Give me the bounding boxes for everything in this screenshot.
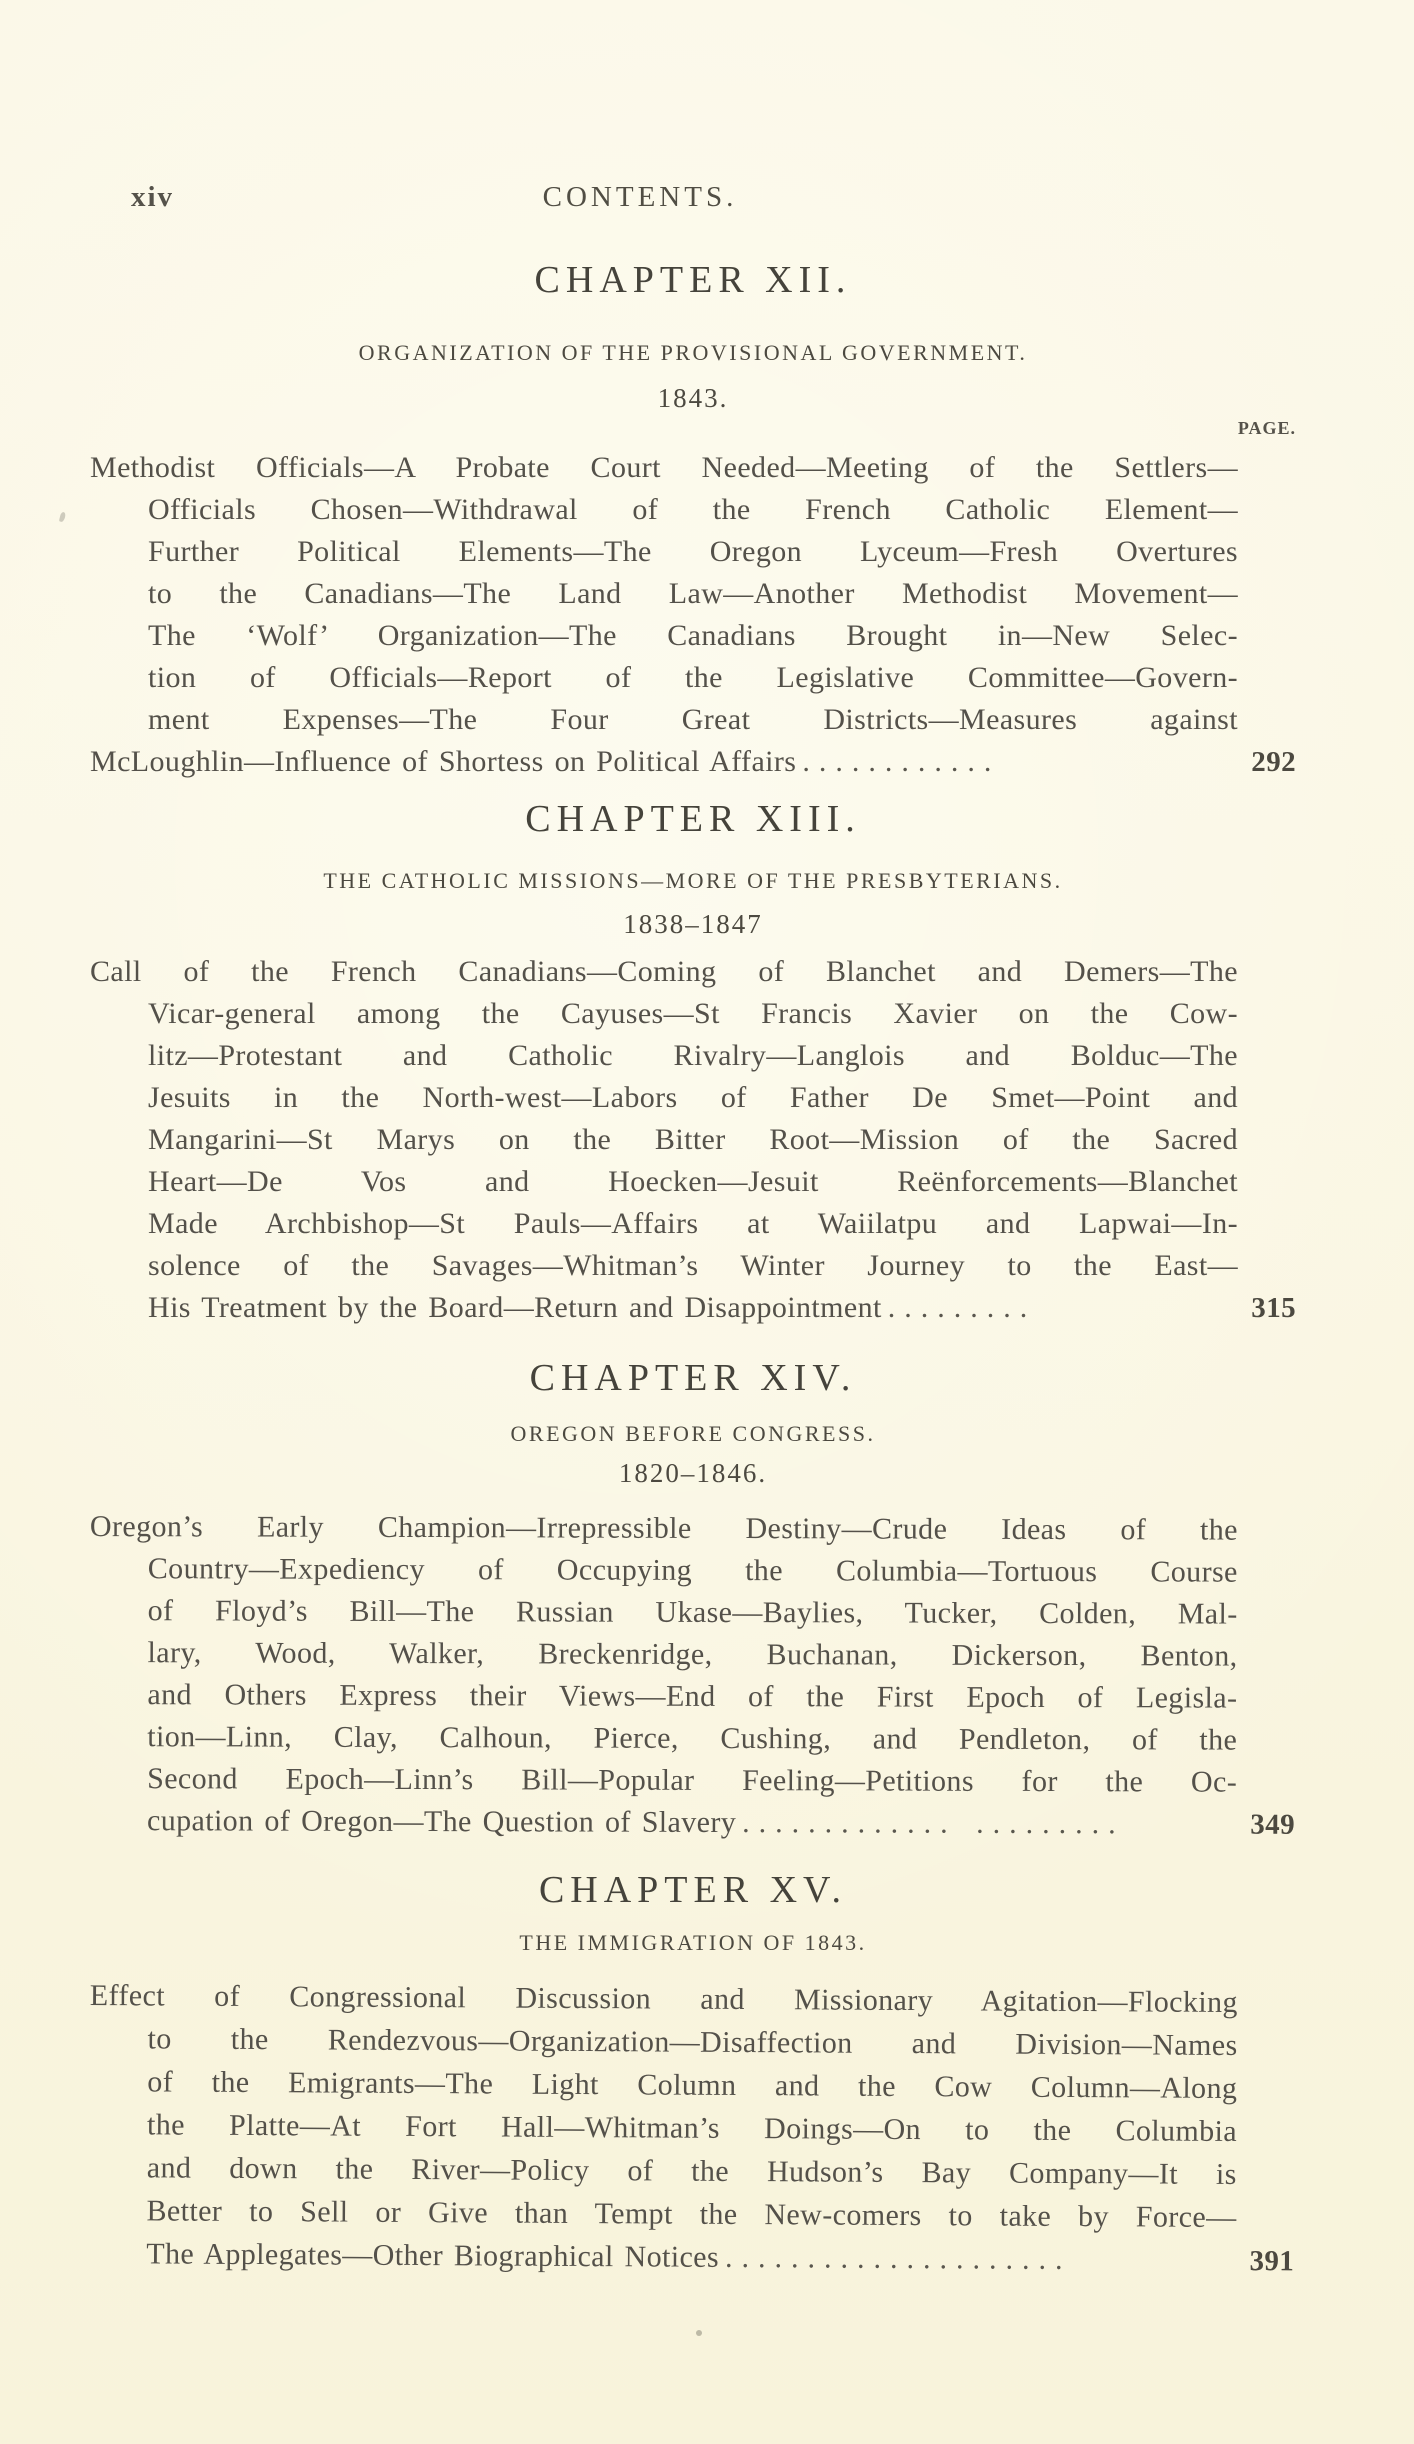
toc-line: litz—Protestant and Catholic Rivalry—Langlois and Bolduc—The: [148, 1039, 1238, 1072]
scan-speck: [696, 2330, 702, 2336]
toc-page-number: 315: [1251, 1292, 1296, 1324]
chapter-13-synopsis: [90, 951, 1296, 1329]
toc-line: Vicar-general among the Cayuses—St Francis Xavier on the Cow-: [148, 997, 1238, 1030]
running-head: CONTENTS.: [542, 181, 738, 213]
toc-line: ment Expenses—The Four Great Districts—Measures against: [148, 703, 1238, 736]
page-column-label: PAGE.: [1237, 418, 1296, 438]
chapter-14-heading: CHAPTER XIV.: [529, 1357, 857, 1399]
toc-line: Heart—De Vos and Hoecken—Jesuit Reënforcements—Blanchet: [148, 1165, 1238, 1198]
toc-line-text: McLoughlin—Influence of Shortess on Political Affairs: [90, 745, 797, 778]
chapter-13-heading: CHAPTER XIII.: [525, 798, 861, 840]
toc-line: Methodist Officials—A Probate Court Needed—Meeting of the Settlers—: [90, 451, 1238, 484]
dot-leader: .....................: [724, 2240, 1072, 2277]
toc-line: tion—Linn, Clay, Calhoun, Pierce, Cushing, and Pendleton, of the: [147, 1720, 1238, 1757]
chapter-13-subtitle: THE CATHOLIC MISSIONS—MORE OF THE PRESBYTERIANS.: [323, 868, 1063, 893]
toc-line: Mangarini—St Marys on the Bitter Root—Mission of the Sacred: [148, 1123, 1238, 1156]
scan-speck: [59, 512, 66, 523]
toc-line: The ‘Wolf’ Organization—The Canadians Brought in—New Selec-: [148, 619, 1238, 652]
chapter-15-subtitle: THE IMMIGRATION OF 1843.: [519, 1930, 867, 1955]
toc-line-text: His Treatment by the Board—Return and Disappointment: [148, 1291, 882, 1324]
toc-page-number: 391: [1249, 2245, 1295, 2278]
toc-line: Country—Expediency of Occupying the Columbia—Tortuous Course: [147, 1552, 1238, 1589]
toc-line: Better to Sell or Give than Tempt the New-comers to take by Force—: [146, 2194, 1237, 2235]
chapter-15-heading: CHAPTER XV.: [538, 1869, 848, 1911]
chapter-12-heading: CHAPTER XII.: [534, 259, 852, 301]
dot-leader: .........: [887, 1291, 1037, 1324]
toc-line: the Platte—At Fort Hall—Whitman’s Doings—On to the Columbia: [146, 2108, 1238, 2149]
toc-line: to the Rendezvous—Organization—Disaffection and Division—Names: [147, 2022, 1238, 2063]
toc-line: Officials Chosen—Withdrawal of the French Catholic Element—: [148, 493, 1238, 526]
page-folio: xiv: [131, 181, 175, 213]
dot-leader: ............. .........: [742, 1806, 1125, 1841]
toc-line-text: cupation of Oregon—The Question of Slavery: [146, 1804, 737, 1840]
chapter-12-subtitle: ORGANIZATION OF THE PROVISIONAL GOVERNMENT.: [358, 340, 1028, 365]
toc-line: Call of the French Canadians—Coming of Blanchet and Demers—The: [90, 955, 1238, 988]
chapter-12-date: 1843.: [657, 383, 729, 413]
dot-leader: ............: [802, 745, 1001, 778]
chapter-14-date: 1820–1846.: [618, 1458, 768, 1488]
toc-line: to the Canadians—The Land Law—Another Methodist Movement—: [148, 577, 1238, 610]
toc-last-line: [90, 1287, 1296, 1329]
chapter-15-synopsis: [88, 1974, 1296, 2283]
toc-line: lary, Wood, Walker, Breckenridge, Buchanan, Dickerson, Benton,: [147, 1636, 1238, 1673]
toc-line: of the Emigrants—The Light Column and the Cow Column—Along: [147, 2065, 1238, 2106]
chapter-13-date: 1838–1847: [623, 909, 763, 939]
toc-page-number: 292: [1251, 746, 1296, 778]
toc-line: Jesuits in the North-west—Labors of Father De Smet—Point and: [148, 1081, 1238, 1114]
toc-line: solence of the Savages—Whitman’s Winter Journey to the East—: [148, 1249, 1238, 1282]
toc-line: tion of Officials—Report of the Legislative Committee—Govern-: [148, 661, 1238, 694]
chapter-14-subtitle: OREGON BEFORE CONGRESS.: [510, 1421, 876, 1446]
chapter-12-synopsis: [90, 447, 1296, 783]
toc-line: Made Archbishop—St Pauls—Affairs at Waiilatpu and Lapwai—In-: [148, 1207, 1238, 1240]
toc-line: Second Epoch—Linn’s Bill—Popular Feeling—Petitions for the Oc-: [147, 1762, 1238, 1799]
toc-line: and Others Express their Views—End of the First Epoch of Legisla-: [147, 1678, 1238, 1715]
toc-line-text: The Applegates—Other Biographical Notices: [146, 2237, 720, 2274]
chapter-14-synopsis: [89, 1506, 1296, 1846]
toc-line: Effect of Congressional Discussion and Missionary Agitation—Flocking: [89, 1978, 1238, 2020]
toc-line: and down the River—Policy of the Hudson’s Bay Company—It is: [146, 2151, 1237, 2192]
toc-line: Further Political Elements—The Oregon Lyceum—Fresh Overtures: [148, 535, 1238, 568]
toc-last-line: [90, 741, 1296, 783]
toc-last-line: [88, 2232, 1294, 2283]
toc-page-number: 349: [1250, 1808, 1296, 1841]
toc-last-line: [89, 1800, 1295, 1846]
toc-line: Oregon’s Early Champion—Irrepressible Destiny—Crude Ideas of the: [89, 1510, 1238, 1547]
toc-line: of Floyd’s Bill—The Russian Ukase—Baylies, Tucker, Colden, Mal-: [147, 1594, 1238, 1631]
